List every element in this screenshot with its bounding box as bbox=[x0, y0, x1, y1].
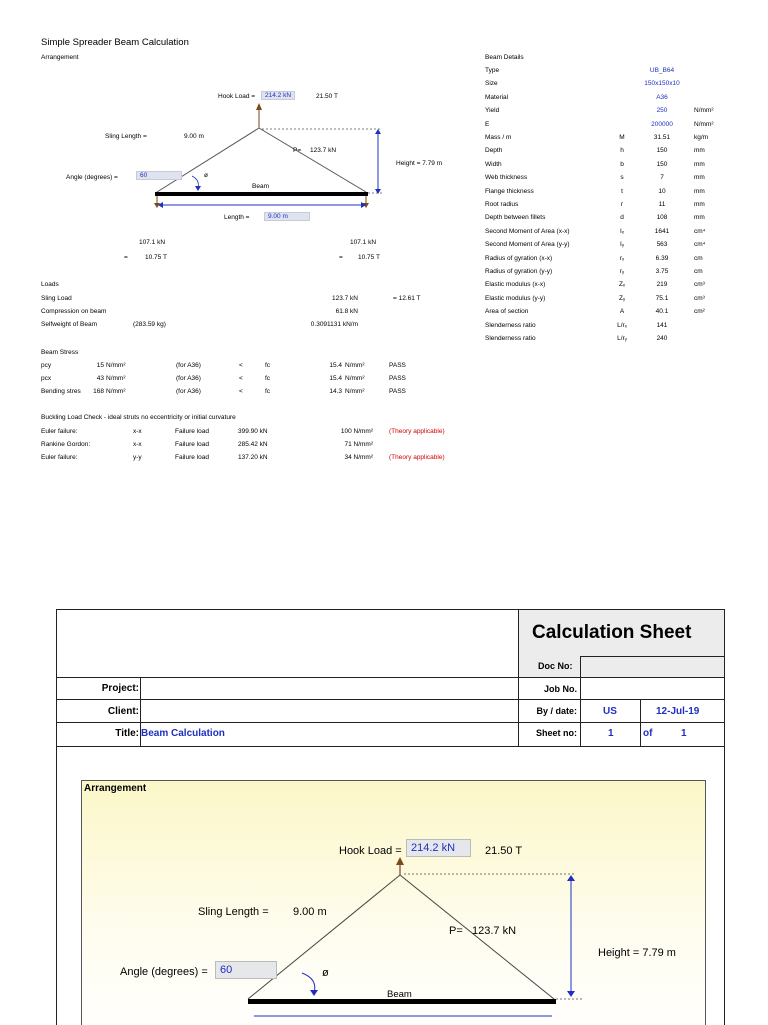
beam-detail-label: Second Moment of Area (y-y) bbox=[485, 241, 570, 249]
buckling-type: Failure load bbox=[175, 428, 209, 435]
stress-name: Bending stres bbox=[41, 388, 81, 395]
stress-for: (for A36) bbox=[176, 388, 201, 395]
stress-lt: < bbox=[239, 362, 243, 369]
beam-detail-label: Slenderness ratio bbox=[485, 335, 536, 342]
beam-detail-value: 3.75 bbox=[655, 268, 669, 275]
load-row-label: Sling Load bbox=[41, 295, 72, 302]
beam-detail-label: Radius of gyration (y-y) bbox=[485, 268, 553, 275]
beam-detail-value[interactable]: UB_B64 bbox=[649, 67, 675, 74]
beam-detail-symbol: M bbox=[619, 134, 625, 141]
buckling-name: Euler failure: bbox=[41, 454, 78, 461]
stress-capacity-unit: N/mm² bbox=[345, 375, 365, 382]
of-label: of bbox=[643, 728, 653, 739]
beam-detail-symbol: Iᵧ bbox=[620, 241, 624, 249]
beam-detail-label: Depth between fillets bbox=[485, 214, 546, 222]
sheet-no-label: Sheet no: bbox=[535, 728, 577, 738]
by-value[interactable]: US bbox=[603, 706, 617, 717]
panel-right-sling bbox=[400, 875, 554, 999]
p-label: P= bbox=[293, 147, 302, 154]
beam-detail-symbol: t bbox=[621, 187, 623, 195]
beam-detail-unit: cm³ bbox=[694, 281, 705, 289]
beam-detail-label: Mass / m bbox=[485, 134, 512, 141]
load-row-label: Selfweight of Beam bbox=[41, 321, 98, 328]
beam-detail-label: Radius of gyration (x-x) bbox=[485, 254, 553, 262]
buckling-stress: 71 N/mm² bbox=[344, 441, 373, 448]
left-reaction-kn: 107.1 kN bbox=[139, 239, 166, 246]
beam-detail-unit: cm bbox=[694, 268, 703, 275]
by-date-label: By / date: bbox=[536, 706, 577, 716]
panel-height-label: Height = 7.79 m bbox=[598, 947, 676, 959]
beam-detail-label: Depth bbox=[485, 147, 503, 155]
beam-detail-value: 108 bbox=[656, 214, 668, 222]
panel-phi-symbol: ø bbox=[322, 967, 329, 979]
stress-value: 168 bbox=[93, 388, 104, 395]
sling-length-label: Sling Length = bbox=[105, 133, 147, 140]
left-sling bbox=[157, 128, 259, 192]
beam-detail-unit: cm⁴ bbox=[694, 241, 706, 249]
phi-symbol: ø bbox=[204, 172, 208, 179]
left-reaction-t: 10.75 T bbox=[145, 254, 167, 261]
beam-detail-value[interactable]: 250 bbox=[656, 107, 668, 115]
beam-detail-symbol: rₓ bbox=[619, 254, 625, 262]
beam-detail-unit: mm bbox=[694, 147, 705, 155]
beam-detail-symbol: d bbox=[620, 214, 624, 222]
job-no-field[interactable] bbox=[581, 680, 724, 697]
beam-detail-unit: cm³ bbox=[694, 294, 705, 302]
beam-detail-symbol: rᵧ bbox=[619, 268, 625, 275]
buckling-stress: 100 N/mm² bbox=[340, 428, 373, 435]
beam-detail-symbol: s bbox=[620, 174, 624, 182]
load-row-note: (283.59 kg) bbox=[133, 321, 166, 328]
panel-angle-label: Angle (degrees) = bbox=[120, 966, 208, 978]
beam-detail-symbol: L/rᵧ bbox=[617, 335, 627, 342]
load-row-value: 123.7 kN bbox=[331, 295, 358, 302]
sheet-heading: Calculation Sheet bbox=[532, 622, 692, 643]
load-row-extra: = 12.61 T bbox=[393, 295, 421, 302]
length-value[interactable]: 9.00 m bbox=[264, 212, 310, 221]
sling-length-value: 9.00 m bbox=[184, 133, 204, 140]
beam-detail-unit: N/mm² bbox=[694, 120, 714, 128]
stress-for: (for A36) bbox=[176, 362, 201, 369]
beam-detail-value: 75.1 bbox=[655, 294, 669, 302]
stress-result: PASS bbox=[389, 375, 406, 382]
beam-detail-label: Web thickness bbox=[485, 174, 528, 182]
load-row-label: Compression on beam bbox=[41, 308, 107, 315]
buckling-load: 399.90 kN bbox=[238, 428, 268, 435]
beam-detail-symbol: A bbox=[619, 308, 625, 316]
beam-detail-label: Elastic modulus (y-y) bbox=[485, 294, 546, 302]
doc-no-field[interactable] bbox=[580, 656, 725, 678]
buckling-name: Rankine Gordon: bbox=[41, 441, 91, 448]
buckling-stress: 34 N/mm² bbox=[344, 454, 373, 461]
beam-detail-unit: kg/m bbox=[694, 134, 709, 141]
buckling-type: Failure load bbox=[175, 441, 209, 448]
doc-no-label: Doc No: bbox=[538, 661, 573, 671]
buckling-axis: x-x bbox=[133, 441, 142, 448]
arrangement-panel bbox=[81, 780, 706, 1025]
hook-load-label: Hook Load = bbox=[218, 93, 256, 100]
beam-detail-label: Area of section bbox=[485, 308, 529, 316]
beam-detail-symbol: Zₓ bbox=[618, 281, 626, 289]
stress-lt: < bbox=[239, 375, 243, 382]
client-field[interactable] bbox=[141, 702, 517, 719]
stress-value: 43 bbox=[96, 375, 104, 382]
stress-capacity-unit: N/mm² bbox=[345, 362, 365, 369]
title-label: Title: bbox=[115, 728, 139, 739]
beam-detail-symbol: r bbox=[620, 201, 624, 208]
panel-p-label: P= bbox=[449, 925, 463, 937]
beam-detail-label: Material bbox=[485, 93, 509, 101]
beam-detail-value: 11 bbox=[658, 201, 666, 208]
stress-fc: fc bbox=[265, 388, 271, 395]
beam-detail-value: 141 bbox=[656, 321, 668, 329]
panel-hook-load-tonnes: 21.50 T bbox=[485, 845, 523, 857]
panel-heading: Arrangement bbox=[84, 783, 147, 794]
right-sling bbox=[259, 128, 366, 192]
sheet-no-value[interactable]: 1 bbox=[608, 728, 614, 739]
buckling-note: (Theory applicable) bbox=[389, 428, 445, 435]
calculation-sheet bbox=[56, 609, 725, 1025]
beam-detail-unit: mm bbox=[694, 187, 705, 195]
stress-unit: N/mm² bbox=[106, 375, 126, 382]
beam-detail-value: 150 bbox=[656, 147, 668, 155]
beam-detail-value: 6.39 bbox=[655, 254, 669, 262]
beam-detail-value: 150 bbox=[656, 160, 668, 168]
client-label: Client: bbox=[107, 706, 139, 717]
beam-detail-value: 1641 bbox=[654, 227, 670, 235]
buckling-type: Failure load bbox=[175, 454, 209, 461]
height-label: Height = 7.79 m bbox=[396, 160, 443, 167]
angle-label: Angle (degrees) = bbox=[66, 174, 118, 181]
load-row-value: 61.8 kN bbox=[335, 308, 358, 315]
stress-capacity: 14.3 bbox=[329, 388, 342, 395]
right-eq: = bbox=[339, 254, 343, 261]
beam-detail-label: Size bbox=[485, 80, 498, 88]
buckling-load: 137.20 kN bbox=[238, 454, 268, 461]
beam-detail-value: 563 bbox=[656, 241, 668, 249]
project-field[interactable] bbox=[141, 680, 517, 697]
beam-detail-value: 219 bbox=[656, 281, 668, 289]
beam-detail-value: 7 bbox=[660, 174, 664, 182]
beam-detail-label: Yield bbox=[485, 107, 500, 115]
title-value[interactable]: Beam Calculation bbox=[141, 728, 225, 739]
beam-detail-symbol: L/rₓ bbox=[617, 321, 627, 329]
buckling-note: (Theory applicable) bbox=[389, 454, 445, 461]
stress-result: PASS bbox=[389, 362, 406, 369]
beam-detail-label: Second Moment of Area (x-x) bbox=[485, 227, 570, 235]
panel-hook-load-value[interactable]: 214.2 kN bbox=[406, 839, 471, 857]
stress-heading: Beam Stress bbox=[41, 349, 79, 356]
of-value[interactable]: 1 bbox=[681, 728, 687, 739]
row-divider bbox=[56, 699, 725, 700]
stress-name: pcx bbox=[41, 375, 52, 382]
beam-detail-label: Flange thickness bbox=[485, 187, 534, 195]
loads-heading: Loads bbox=[41, 281, 59, 288]
angle-value[interactable]: 60 bbox=[136, 171, 182, 180]
beam-detail-label: E bbox=[485, 120, 490, 128]
buckling-name: Euler failure: bbox=[41, 428, 78, 435]
beam-detail-value: 240 bbox=[656, 335, 668, 342]
right-reaction-kn: 107.1 kN bbox=[350, 239, 377, 246]
panel-p-value: 123.7 kN bbox=[472, 925, 517, 937]
doc-title: Simple Spreader Beam Calculation bbox=[41, 37, 189, 48]
beam-details-heading: Beam Details bbox=[485, 54, 524, 61]
beam-detail-symbol: b bbox=[620, 160, 624, 168]
beam-detail-label: Slenderness ratio bbox=[485, 321, 536, 329]
panel-hook-arrowhead bbox=[396, 857, 404, 865]
left-eq: = bbox=[124, 254, 128, 261]
stress-capacity: 15.4 bbox=[329, 362, 342, 369]
date-value[interactable]: 12-Jul-19 bbox=[656, 706, 700, 717]
beam-detail-symbol: h bbox=[620, 147, 624, 155]
beam-detail-value[interactable]: A36 bbox=[656, 93, 668, 101]
beam-detail-unit: cm² bbox=[694, 308, 705, 316]
buckling-load: 285.42 kN bbox=[238, 441, 268, 448]
beam-detail-value: 40.1 bbox=[655, 308, 669, 316]
beam-detail-value[interactable]: 150x150x10 bbox=[644, 80, 680, 88]
beam-detail-symbol: Iₓ bbox=[620, 227, 624, 235]
stress-result: PASS bbox=[389, 388, 406, 395]
beam-detail-unit: mm bbox=[694, 174, 705, 182]
p-value: 123.7 kN bbox=[310, 147, 337, 154]
stress-value: 15 bbox=[96, 362, 104, 369]
buckling-heading: Buckling Load Check - ideal struts no eccentricity or initial curvature bbox=[41, 414, 236, 421]
buckling-axis: x-x bbox=[133, 428, 142, 435]
stress-capacity: 15.4 bbox=[329, 375, 342, 382]
beam-detail-label: Width bbox=[485, 160, 502, 168]
beam-detail-unit: cm bbox=[694, 254, 703, 262]
load-row-value: 0.3091131 kN/m bbox=[310, 321, 358, 328]
beam bbox=[155, 192, 368, 196]
beam-detail-label: Root radius bbox=[485, 201, 519, 208]
job-no-label: Job No. bbox=[544, 684, 577, 694]
hook-load-value[interactable]: 214.2 kN bbox=[261, 91, 295, 100]
beam-detail-unit: N/mm² bbox=[694, 107, 714, 115]
beam-detail-symbol: Zᵧ bbox=[618, 294, 626, 302]
stress-fc: fc bbox=[265, 375, 271, 382]
stress-capacity-unit: N/mm² bbox=[345, 388, 365, 395]
beam-detail-unit: mm bbox=[694, 160, 705, 168]
col-divider bbox=[640, 699, 641, 747]
hook-arrowhead bbox=[256, 103, 262, 110]
buckling-axis: y-y bbox=[133, 454, 142, 461]
right-reaction-t: 10.75 T bbox=[358, 254, 380, 261]
stress-lt: < bbox=[239, 388, 243, 395]
hook-load-tonnes: 21.50 T bbox=[316, 93, 338, 100]
arrangement-heading: Arrangement bbox=[41, 54, 79, 61]
project-label: Project: bbox=[101, 683, 139, 694]
panel-hook-load-label: Hook Load = bbox=[339, 845, 402, 857]
panel-beam-label: Beam bbox=[387, 989, 412, 1000]
row-divider bbox=[56, 722, 725, 723]
panel-sling-length-label: Sling Length = bbox=[198, 906, 269, 918]
stress-unit: N/mm² bbox=[106, 362, 126, 369]
beam-detail-unit: mm bbox=[694, 201, 705, 208]
beam-detail-label: Elastic modulus (x-x) bbox=[485, 281, 546, 289]
stress-fc: fc bbox=[265, 362, 271, 369]
beam-detail-label: Type bbox=[485, 67, 500, 74]
panel-left-sling bbox=[248, 875, 400, 999]
panel-sling-length-value: 9.00 m bbox=[293, 906, 327, 918]
beam-detail-unit: mm bbox=[694, 214, 705, 222]
beam-detail-value: 10 bbox=[658, 187, 666, 195]
length-label: Length = bbox=[224, 214, 250, 221]
stress-for: (for A36) bbox=[176, 375, 201, 382]
beam-detail-value: 31.51 bbox=[653, 134, 671, 141]
stress-unit: N/mm² bbox=[106, 388, 126, 395]
stress-name: pcy bbox=[41, 362, 52, 369]
beam-detail-unit: cm⁴ bbox=[694, 227, 706, 235]
beam-detail-value[interactable]: 200000 bbox=[651, 120, 673, 128]
panel-angle-value[interactable]: 60 bbox=[215, 961, 277, 979]
beam-label: Beam bbox=[252, 183, 269, 190]
